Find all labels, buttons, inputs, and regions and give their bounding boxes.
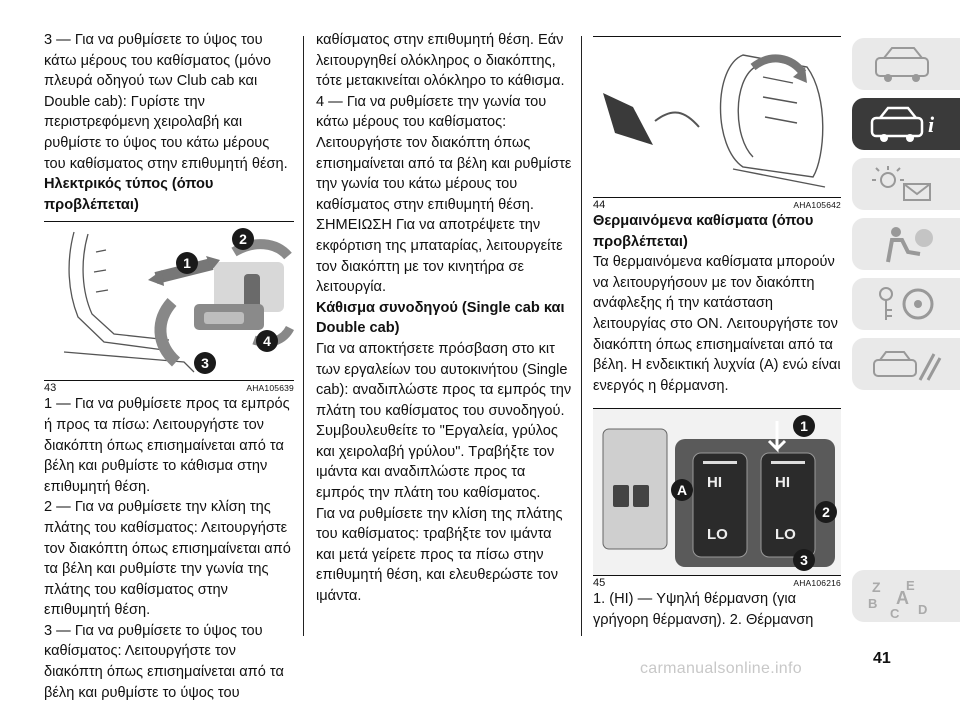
- tab-service[interactable]: [852, 338, 960, 390]
- section-heading: Κάθισμα συνοδηγού (Single cab και Double cab): [316, 299, 565, 337]
- airbag-seatbelt-icon: [866, 224, 946, 264]
- figure-code: AHA105639: [246, 383, 294, 394]
- figure-45: [593, 408, 841, 576]
- tab-warning-lights[interactable]: [852, 158, 960, 210]
- svg-text:Z: Z: [872, 579, 881, 595]
- column-divider: [303, 36, 304, 636]
- tab-safety[interactable]: [852, 218, 960, 270]
- hi-label: HI: [707, 474, 722, 492]
- tab-starting-driving[interactable]: [852, 278, 960, 330]
- callout-1: 1: [176, 252, 198, 274]
- paragraph: 1 — Για να ρυθμίσετε προς τα εμπρός ή προς τα πίσω: Λειτουργήστε τον διακόπτη όπως επισημαίνεται από τα βέλη και ρυθμίστε το κάθισμα στην επιθυμητή θέση.: [44, 396, 290, 495]
- callout-4: 4: [256, 330, 278, 352]
- paragraph: Τα θερμαινόμενα καθίσματα μπορούν να λειτουργήσουν με τον διακόπτη ανάφλεξης ή την κατάσταση λειτουργίας στο ON. Λειτουργήστε τον διακόπτη όπως επισημαίνεται από τα βέλη. Η ενδεικτική λυχνία (A) ενώ είναι ενεργός η θέρμανση.: [593, 254, 841, 394]
- paragraph: 1. (HI) — Υψηλή θέρμανση (για γρήγορη θέρμανση). 2. Θέρμανση: [593, 591, 814, 628]
- lo-label: LO: [707, 526, 728, 544]
- passenger-seat-fold-illustration: [593, 37, 841, 197]
- hi-label: HI: [775, 474, 790, 492]
- svg-text:D: D: [918, 602, 928, 617]
- paragraph: 3 — Για να ρυθμίσετε το ύψος του κάτω μέρους του καθίσματος (μόνο πλευρά οδηγού των Club cab και Double cab): Γυρίστε την περιστρεφόμενη χειρολαβή και ρυθμίστε το ύψος του κάτω μέρους του καθίσματος στην επιθυμητή θέση.: [44, 32, 288, 172]
- section-heading: Ηλεκτρικός τύπος (όπου προβλέπεται): [44, 176, 214, 213]
- svg-text:C: C: [890, 606, 900, 620]
- watermark: carmanualsonline.info: [640, 660, 802, 677]
- callout-3: 3: [793, 549, 815, 571]
- figure-number: 45: [593, 577, 606, 590]
- svg-text:i: i: [928, 112, 935, 137]
- car-service-tools-icon: [866, 344, 946, 384]
- callout-2: 2: [815, 501, 837, 523]
- text-column-3: [593, 30, 841, 631]
- power-seat-illustration: [44, 222, 294, 380]
- lo-label: LO: [775, 526, 796, 544]
- car-dashboard-icon: [866, 44, 946, 84]
- car-info-icon: [866, 104, 946, 144]
- tab-car-info[interactable]: [852, 98, 960, 150]
- svg-text:B: B: [868, 596, 878, 611]
- callout-1: 1: [793, 415, 815, 437]
- key-steering-icon: [866, 284, 946, 324]
- section-heading: Θερμαινόμενα καθίσματα (όπου προβλέπεται): [593, 213, 814, 250]
- paragraph: 3 — Για να ρυθμίσετε το ύψος του καθίσματος: Λειτουργήστε τον διακόπτη όπως επισημαίνεται από τα βέλη και ρυθμίστε το ύψος του: [44, 622, 284, 701]
- figure-44: [593, 36, 841, 198]
- callout-3: 3: [194, 352, 216, 374]
- text-column-2: [316, 30, 572, 607]
- figure-caption: [593, 198, 841, 211]
- figure-caption: [44, 381, 294, 394]
- paragraph: καθίσματος στην επιθυμητή θέση. Εάν λειτουργηθεί ολόκληρος ο διακόπτης, τότε μετακινείται ολόκληρο το κάθισμα.: [316, 32, 565, 90]
- page-number: 41: [873, 650, 891, 667]
- figure-code: AHA105642: [793, 200, 841, 210]
- figure-number: 43: [44, 382, 57, 395]
- callout-2: 2: [232, 228, 254, 250]
- tab-index[interactable]: [852, 570, 960, 622]
- warning-light-mail-icon: [866, 164, 946, 204]
- svg-text:A: A: [896, 588, 909, 608]
- paragraph: Για να αποκτήσετε πρόσβαση στο κιτ των εργαλείων του αυτοκινήτου (Single cab): αναδιπλώστε προς τα εμπρός την πλάτη του καθίσματος του συνοδηγού. Συμβουλευθείτε το "Εργαλεία, γρύλος και χειρολαβή γρύλου". Τραβήξτε τον ιμάντα και αναδιπλώστε προς τα εμπρός την πλάτη του καθίσματος.: [316, 340, 572, 502]
- paragraph: Για να ρυθμίσετε την κλίση της πλάτης του καθίσματος: τραβήξτε τον ιμάντα και μετά γείρετε προς τα πίσω στην επιθυμητή θέση, και ελευθερώστε τον ιμάντα.: [316, 505, 563, 605]
- tab-car-dashboard[interactable]: [852, 38, 960, 90]
- svg-text:E: E: [906, 578, 915, 593]
- callout-a: A: [671, 479, 693, 501]
- figure-code: AHA106216: [793, 578, 841, 589]
- figure-caption: [593, 576, 841, 589]
- figure-number: 44: [593, 199, 606, 211]
- text-column-1: [44, 30, 294, 703]
- note: ΣΗΜΕΙΩΣΗ Για να αποτρέψετε την εκφόρτιση της μπαταρίας, λειτουργείτε τον διακόπτη με τον κινητήρα σε λειτουργία.: [316, 217, 563, 296]
- alphabet-index-icon: [866, 576, 946, 620]
- column-divider: [581, 36, 582, 636]
- paragraph: 4 — Για να ρυθμίσετε την γωνία του κάτω μέρους του καθίσματος: Λειτουργήστε τον διακόπτη όπως επισημαίνεται από τα βέλη και ρυθμίστε την γωνία του κάτω μέρους του καθίσματος στην επιθυμητή θέση.: [316, 93, 572, 213]
- figure-43: [44, 221, 294, 381]
- paragraph: 2 — Για να ρυθμίσετε την κλίση της πλάτης του καθίσματος: Λειτουργήστε τον διακόπτη όπως επισημαίνεται από τα βέλη και ρυθμίστε την γωνία της πλάτης του καθίσματος στην επιθυμητή θέση.: [44, 499, 291, 619]
